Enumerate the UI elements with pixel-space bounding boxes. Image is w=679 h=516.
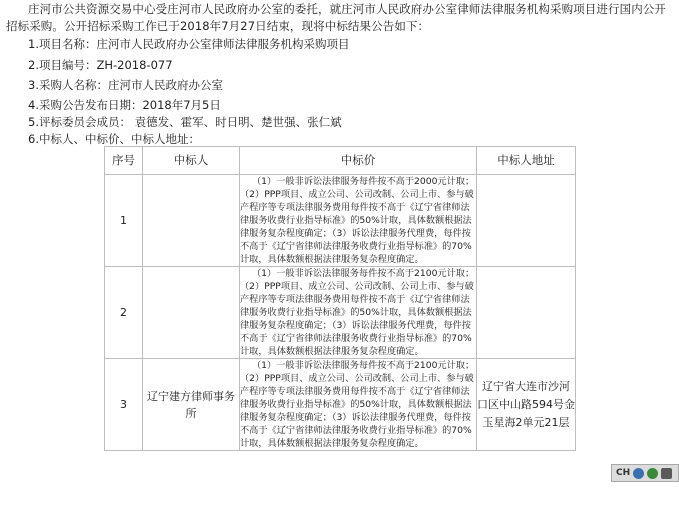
table-row: [105, 175, 576, 267]
row-number: 2: [105, 267, 143, 359]
price-text: （1）一般非诉讼法律服务每件按不高于2100元计取；（2）PPP项目、成立公司、公司改制、公司上市、参与破产程序等专项法律服务费用每件按不高于《辽宁省律师法律服务收费行业指导标准》的50%计取，具体数额根据法律服务复杂程度确定；（3）诉讼法律服务代理费，每件按不高于《辽宁省律师法律服务收费行业指导标准》的70%计取，具体数额根据法律服务复杂程度确定。: [240, 268, 475, 357]
item-purchaser: 3.采购人名称：庄河市人民政府办公室: [28, 78, 223, 92]
header-address: 中标人地址: [477, 147, 576, 175]
row-winner: [143, 267, 240, 359]
item-project-name: 1.项目名称：庄河市人民政府办公室律师法律服务机构采购项目: [28, 37, 350, 51]
header-winner: 中标人: [143, 147, 240, 175]
row-price: [240, 175, 477, 267]
row-price: [240, 267, 477, 359]
item-committee: 5.评标委员会成员： 袁德发、霍军、时日明、楚世强、张仁斌: [28, 115, 342, 129]
language-label[interactable]: CH: [616, 468, 631, 478]
row-address: [477, 267, 576, 359]
row-winner: 辽宁建方律师事务所: [143, 359, 240, 451]
item-publish-date: 4.采购公告发布日期：2018年7月5日: [28, 98, 221, 112]
header-number: 序号: [105, 147, 143, 175]
row-price: [240, 359, 477, 451]
row-winner: [143, 175, 240, 267]
options-icon[interactable]: [661, 468, 672, 479]
table-row: [105, 267, 576, 359]
row-address: [477, 175, 576, 267]
row-address: 辽宁省大连市沙河口区中山路594号金玉星海2单元21层: [477, 359, 576, 451]
header-price: 中标价: [240, 147, 477, 175]
price-text: （1）一般非诉讼法律服务每件按不高于2000元计取；（2）PPP项目、成立公司、公司改制、公司上市、参与破产程序等专项法律服务费用每件按不高于《辽宁省律师法律服务收费行业指导标准》的50%计取，具体数额根据法律服务复杂程度确定；（3）诉讼法律服务代理费，每件按不高于《辽宁省律师法律服务收费行业指导标准》的70%计取，具体数额根据法律服务复杂程度确定。: [240, 176, 475, 265]
row-number: 1: [105, 175, 143, 267]
row-number: 3: [105, 359, 143, 451]
input-method-icon[interactable]: [633, 468, 644, 479]
table-header-row: [105, 147, 576, 175]
language-bar[interactable]: [611, 464, 679, 482]
results-table: [104, 146, 576, 451]
intro-paragraph: 庄河市公共资源交易中心受庄河市人民政府办公室的委托，就庄河市人民政府办公室律师法律服务机构采购项目进行国内公开招标采购。公开招标采购工作已于2018年7月27日结束，现将中标结果公告如下：: [6, 2, 666, 33]
price-text: （1）一般非诉讼法律服务每件按不高于2100元计取；（2）PPP项目、成立公司、公司改制、公司上市、参与破产程序等专项法律服务费用每件按不高于《辽宁省律师法律服务收费行业指导标准》的50%计取，具体数额根据法律服务复杂程度确定；（3）诉讼法律服务代理费，每件按不高于《辽宁省律师法律服务收费行业指导标准》的70%计取，具体数额根据法律服务复杂程度确定。: [240, 360, 475, 449]
item-project-number: 2.项目编号：ZH-2018-077: [28, 58, 173, 72]
table-row: [105, 359, 576, 451]
item-winners-heading: 6.中标人、中标价、中标人地址：: [28, 132, 200, 146]
help-icon[interactable]: [647, 468, 658, 479]
